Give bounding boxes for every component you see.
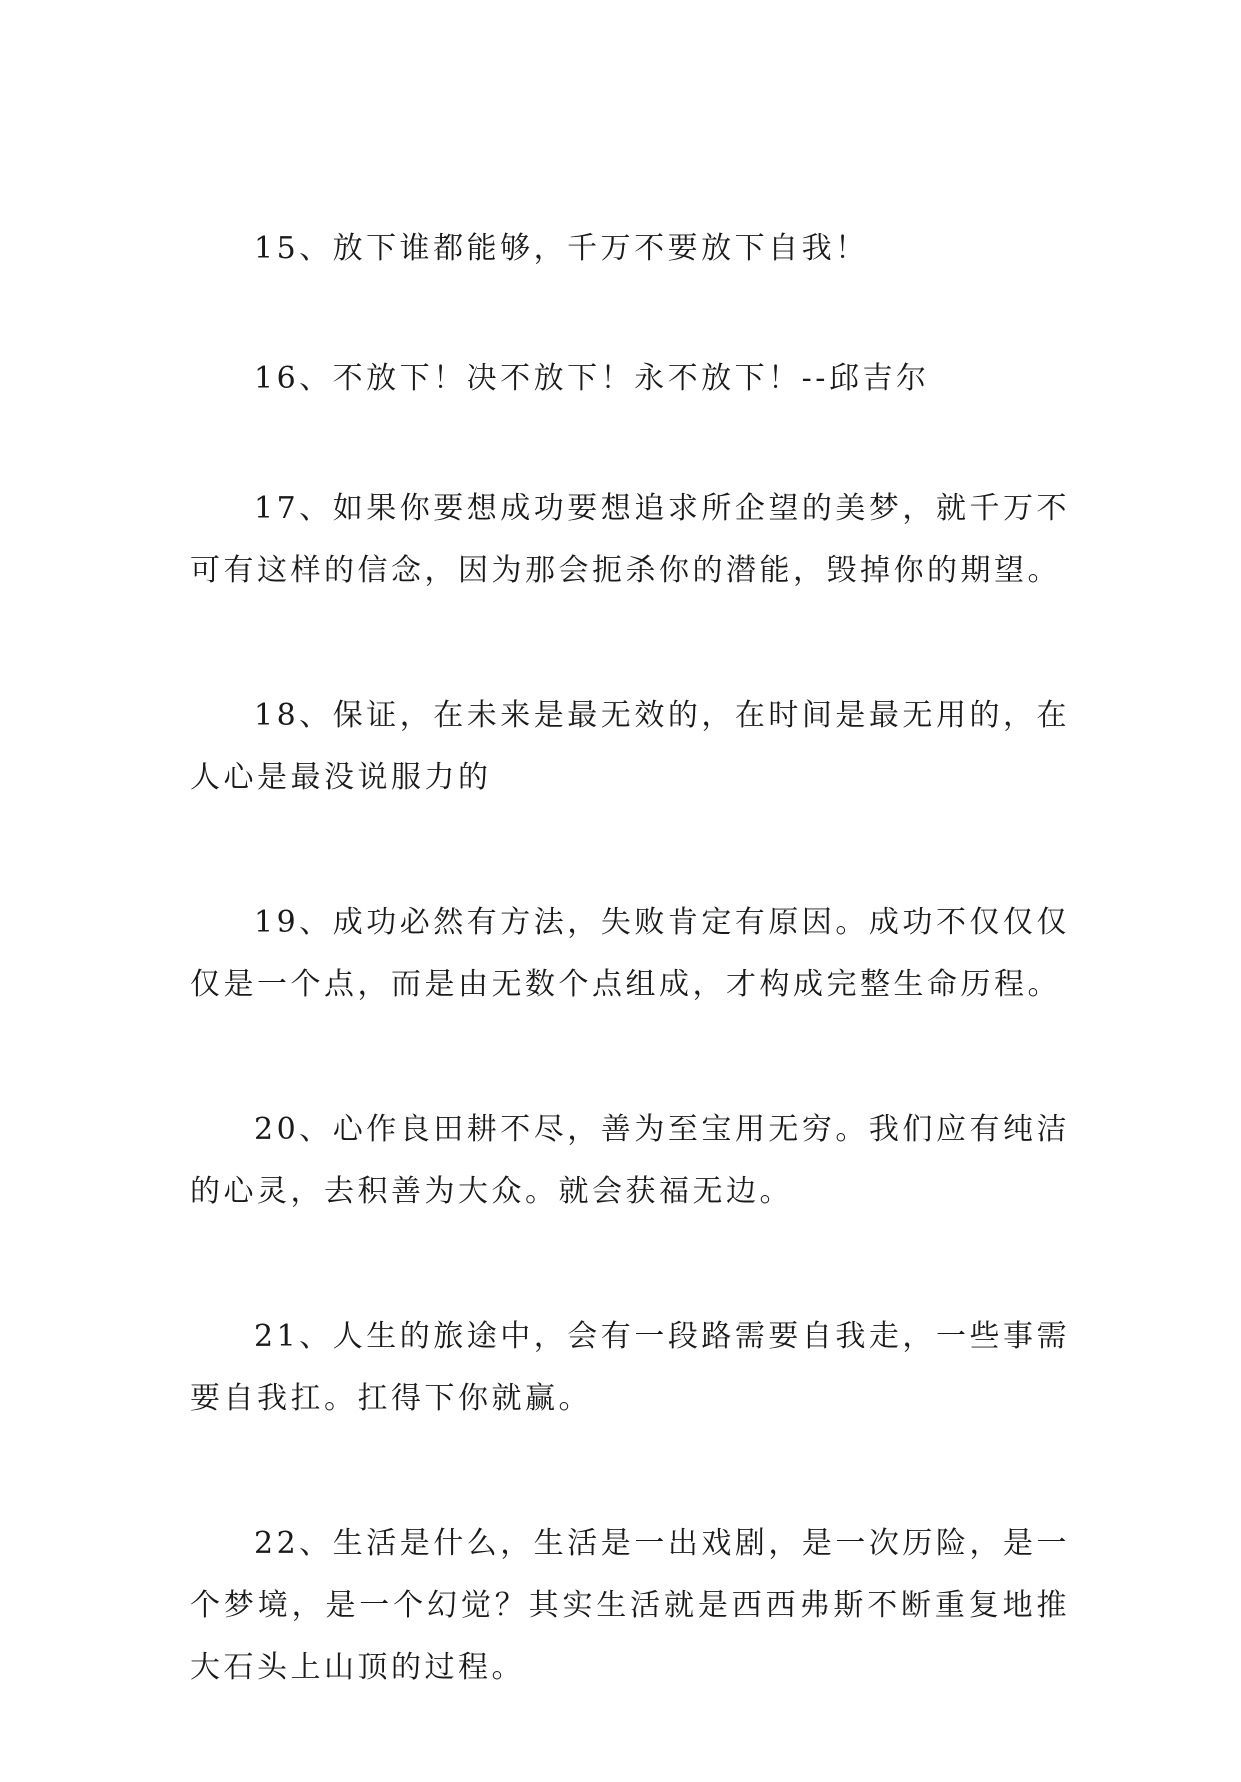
paragraph-21: 21、人生的旅途中，会有一段路需要自我走，一些事需要自我扛。扛得下你就赢。 (190, 1319, 1070, 1416)
paragraph-15: 15、放下谁都能够，千万不要放下自我！ (254, 231, 869, 266)
paragraph-18: 18、保证，在未来是最无效的，在时间是最无用的，在人心是最没说服力的 (190, 698, 1070, 795)
document-body (190, 218, 1070, 1782)
paragraph-16: 16、不放下！决不放下！永不放下！--邱吉尔 (254, 361, 930, 396)
paragraph-20: 20、心作良田耕不尽，善为至宝用无穷。我们应有纯洁的心灵，去积善为大众。就会获福无边。 (190, 1112, 1070, 1209)
paragraph-22: 22、生活是什么，生活是一出戏剧，是一次历险，是一个梦境，是一个幻觉？其实生活就是西西弗斯不断重复地推大石头上山顶的过程。 (190, 1526, 1070, 1685)
paragraph-19: 19、成功必然有方法，失败肯定有原因。成功不仅仅仅仅是一个点，而是由无数个点组成，才构成完整生命历程。 (190, 905, 1070, 1002)
paragraph-17: 17、如果你要想成功要想追求所企望的美梦，就千万不可有这样的信念，因为那会扼杀你的潜能，毁掉你的期望。 (190, 491, 1070, 588)
